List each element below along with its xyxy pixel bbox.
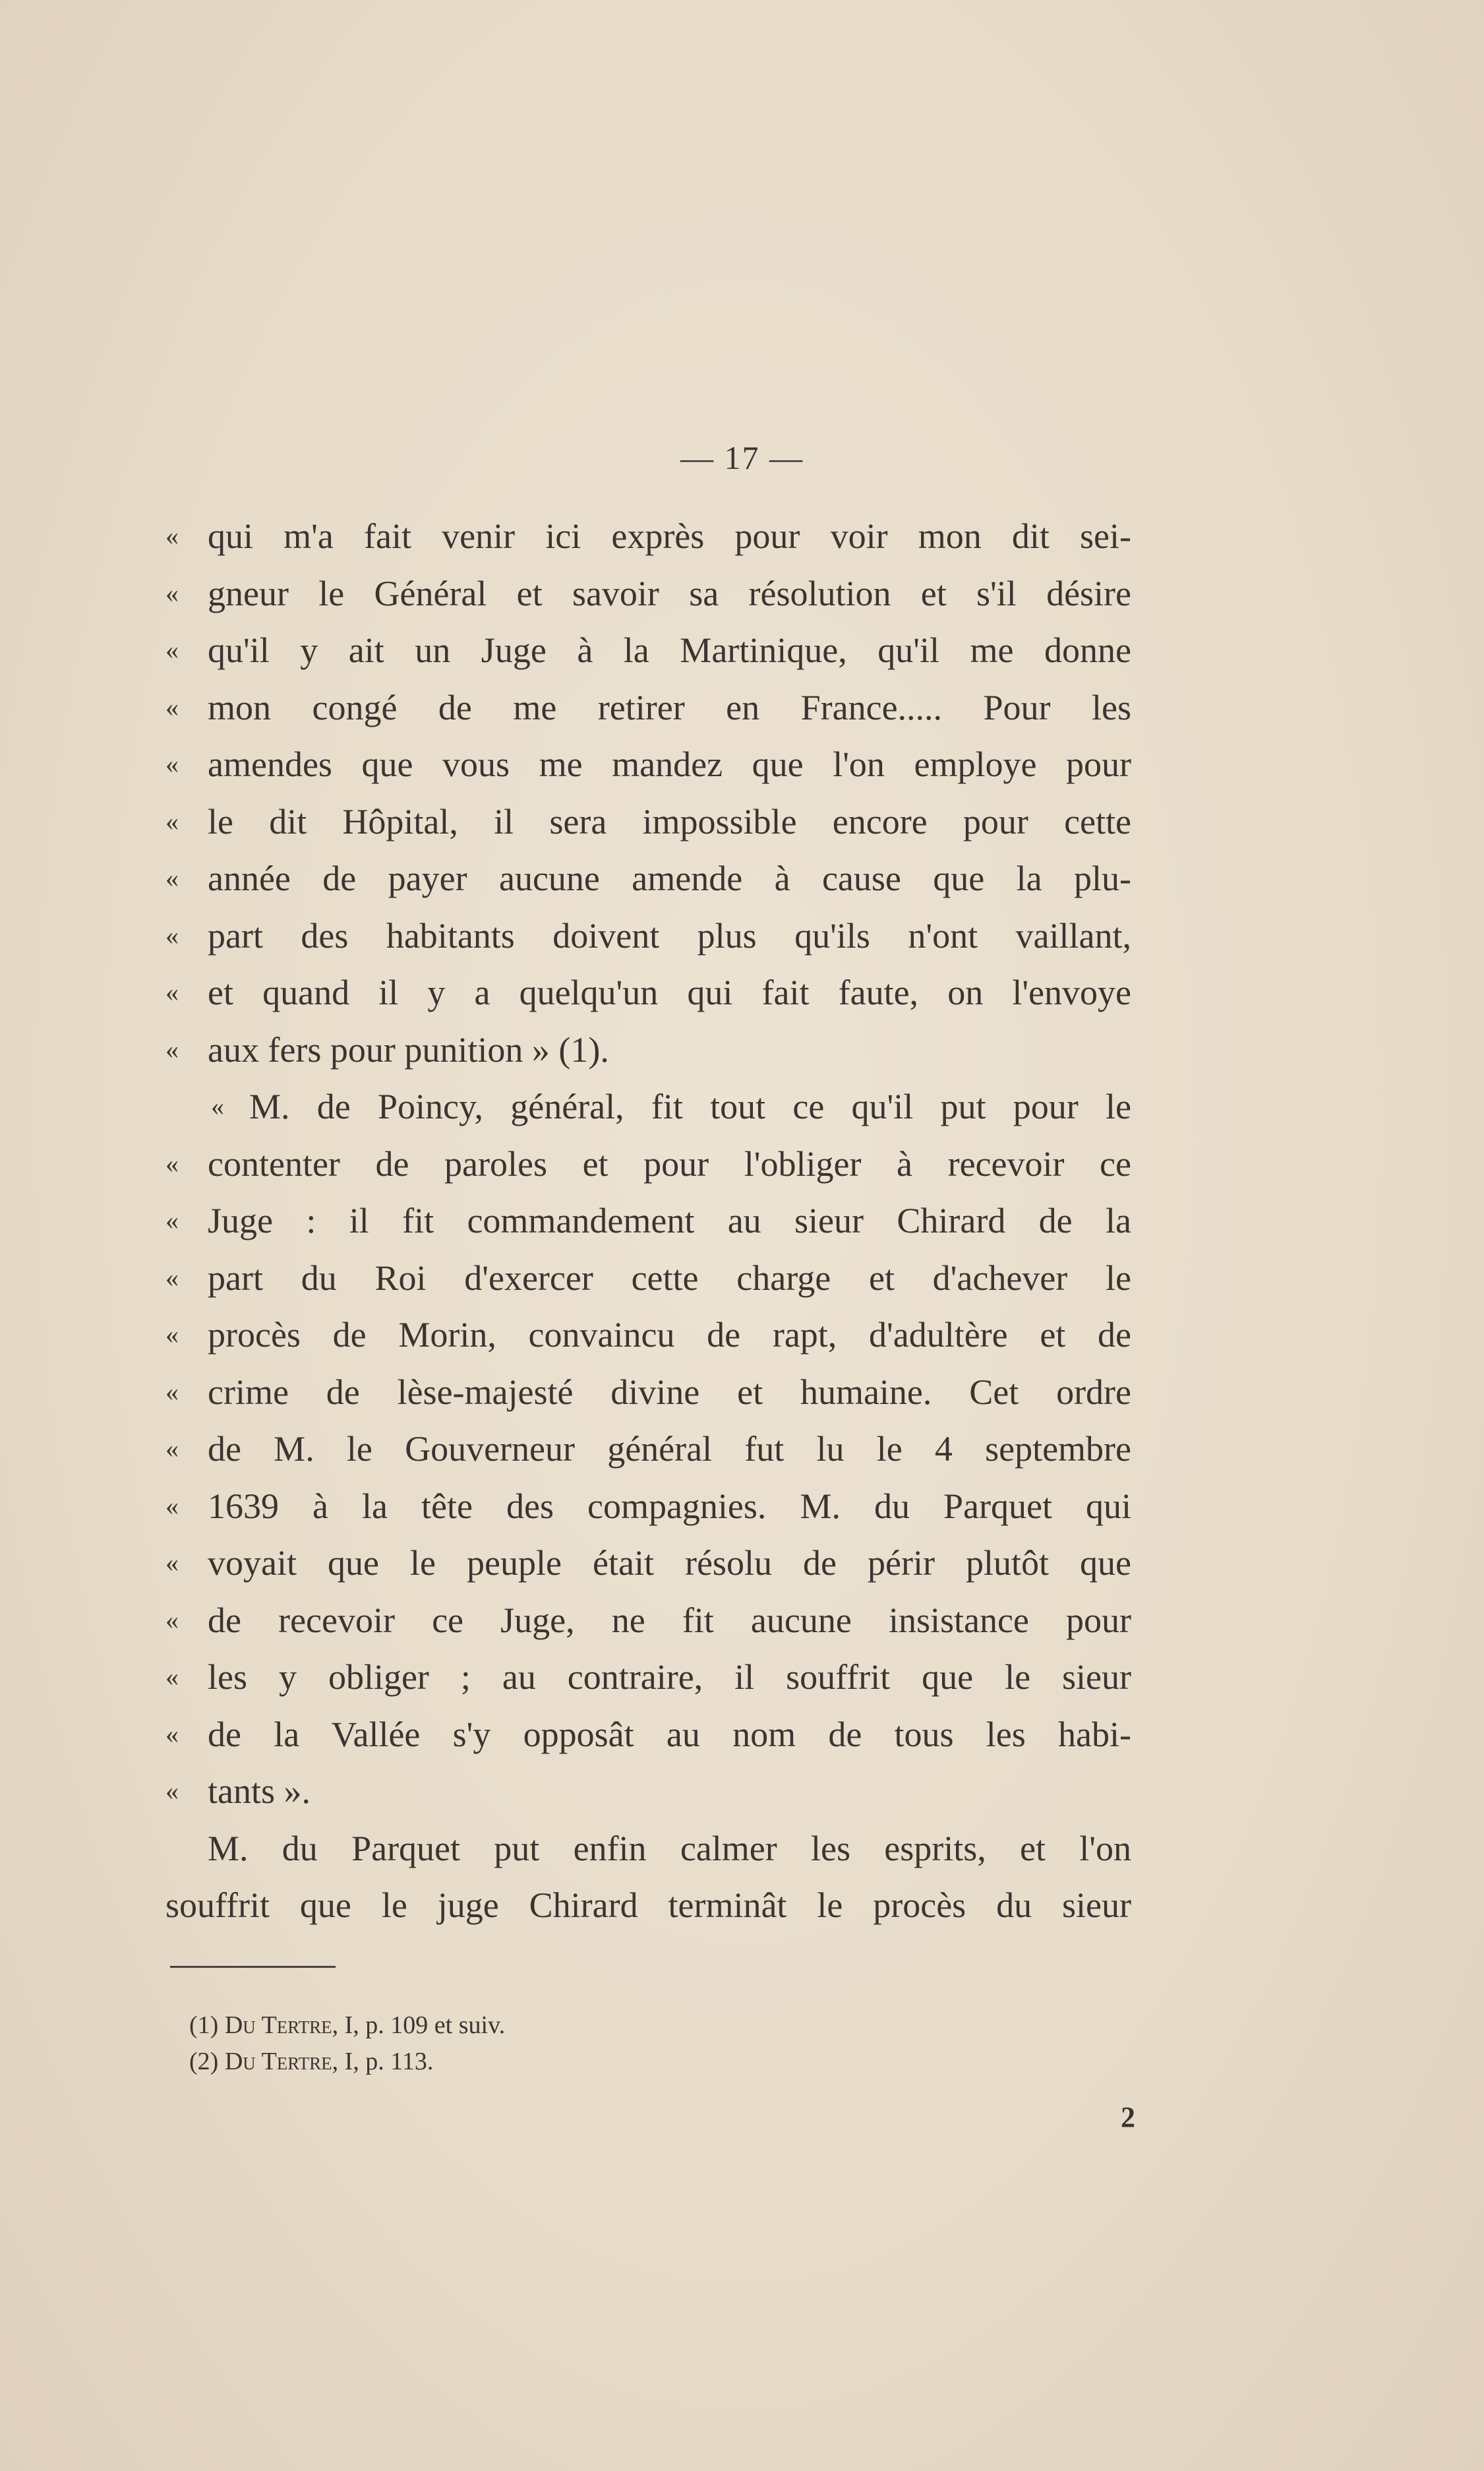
text-line — [165, 1306, 1131, 1364]
text-line — [165, 1820, 1131, 1877]
line-text: M. du Parquet put enfin calmer les esprits, et l'on — [208, 1828, 1131, 1868]
text-line — [165, 1078, 1131, 1136]
guillemet: « — [165, 1262, 179, 1293]
line-text: de la Vallée s'y opposât au nom de tous les habi- — [208, 1714, 1131, 1754]
footnote-author: Du Tertre — [224, 2011, 332, 2039]
footnote-reference: , I, p. 109 et suiv. — [332, 2011, 506, 2039]
text-line — [165, 508, 1131, 565]
guillemet: « — [165, 1376, 179, 1407]
guillemet: « — [165, 863, 179, 893]
line-text: mon congé de me retirer en France..... Pour les — [208, 687, 1131, 727]
signature-mark: 2 — [1121, 2101, 1135, 2133]
line-text: et quand il y a quelqu'un qui fait faute, on l'envoye — [208, 973, 1131, 1012]
line-text: qu'il y ait un Juge à la Martinique, qu'il me donne — [208, 630, 1131, 670]
line-text: de M. le Gouverneur général fut lu le 4 septembre — [208, 1429, 1131, 1469]
footnote-separator — [170, 1966, 336, 1968]
footnote-author: Du Tertre — [224, 2048, 332, 2075]
guillemet: « — [165, 1719, 179, 1749]
line-text: part des habitants doivent plus qu'ils n'ont vaillant, — [208, 915, 1131, 956]
text-line — [165, 1022, 1131, 1079]
text-line — [165, 1649, 1131, 1706]
line-text: 1639 à la tête des compagnies. M. du Parquet qui — [208, 1486, 1131, 1526]
line-text: de recevoir ce Juge, ne fit aucune insistance pour — [208, 1600, 1131, 1640]
guillemet: « — [165, 1434, 179, 1463]
footnote-mark: (1) — [189, 2011, 219, 2039]
guillemet: « — [165, 749, 179, 779]
guillemet: « — [165, 1490, 179, 1521]
footnote-reference: , I, p. 113. — [332, 2048, 434, 2075]
guillemet: « — [165, 1148, 179, 1178]
text-line — [165, 1364, 1131, 1421]
line-text: les y obliger ; au contraire, il souffrit que le sieur — [208, 1657, 1131, 1697]
guillemet: « — [165, 977, 179, 1007]
guillemet: « — [165, 806, 179, 836]
line-text: tants ». — [208, 1771, 311, 1811]
line-text: Juge : il fit commandement au sieur Chirard de la — [208, 1201, 1131, 1240]
text-line — [165, 850, 1131, 907]
guillemet: « — [211, 1091, 224, 1121]
text-line — [165, 622, 1131, 679]
guillemet: « — [165, 578, 179, 608]
text-line — [165, 1420, 1131, 1478]
line-text: part du Roi d'exercer cette charge et d'achever le — [208, 1258, 1131, 1298]
line-text: crime de lèse-majesté divine et humaine. Cet ordre — [208, 1372, 1131, 1412]
text-line — [165, 679, 1131, 737]
line-text: souffrit que le juge Chirard terminât le procès du sieur — [165, 1885, 1131, 1925]
body-text — [165, 508, 1131, 1934]
footnote-mark: (2) — [189, 2048, 219, 2075]
page-number: — 17 — — [680, 439, 804, 476]
text-line — [165, 1192, 1131, 1250]
text-line — [165, 793, 1131, 851]
text-line — [165, 1706, 1131, 1763]
line-text: aux fers pour punition » (1). — [208, 1029, 609, 1070]
text-line — [165, 565, 1131, 623]
line-text: le dit Hôpital, il sera impossible encore pour cette — [208, 801, 1131, 841]
text-line — [165, 964, 1131, 1022]
text-line — [165, 1250, 1131, 1307]
guillemet: « — [165, 521, 179, 551]
guillemet: « — [165, 1548, 179, 1577]
footnote-1 — [189, 2009, 505, 2042]
guillemet: « — [165, 1604, 179, 1635]
text-line — [165, 736, 1131, 793]
guillemet: « — [165, 692, 179, 722]
guillemet: « — [165, 1776, 179, 1806]
line-text: contenter de paroles et pour l'obliger à recevoir ce — [208, 1144, 1131, 1184]
guillemet: « — [165, 635, 179, 665]
line-text: qui m'a fait venir ici exprès pour voir mon dit sei- — [208, 516, 1131, 556]
guillemet: « — [165, 1205, 179, 1235]
text-line — [165, 1136, 1131, 1193]
text-line — [165, 1763, 1131, 1820]
line-text: année de payer aucune amende à cause que la plu- — [208, 859, 1131, 898]
footnote-2 — [189, 2045, 433, 2078]
guillemet: « — [165, 1034, 179, 1064]
text-line — [165, 1877, 1131, 1934]
line-text: gneur le Général et savoir sa résolution et s'il désire — [208, 573, 1131, 613]
text-line — [165, 1535, 1131, 1592]
line-text: voyait que le peuple était résolu de périr plutôt que — [208, 1543, 1131, 1583]
guillemet: « — [165, 1662, 179, 1692]
line-text: procès de Morin, convaincu de rapt, d'adultère et de — [208, 1315, 1131, 1355]
guillemet: « — [165, 1320, 179, 1349]
guillemet: « — [165, 920, 179, 950]
text-line — [165, 1592, 1131, 1649]
text-line — [165, 907, 1131, 965]
text-line — [165, 1478, 1131, 1535]
line-text: M. de Poincy, général, fit tout ce qu'il put pour le — [249, 1087, 1131, 1126]
line-text: amendes que vous me mandez que l'on employe pour — [208, 745, 1131, 784]
